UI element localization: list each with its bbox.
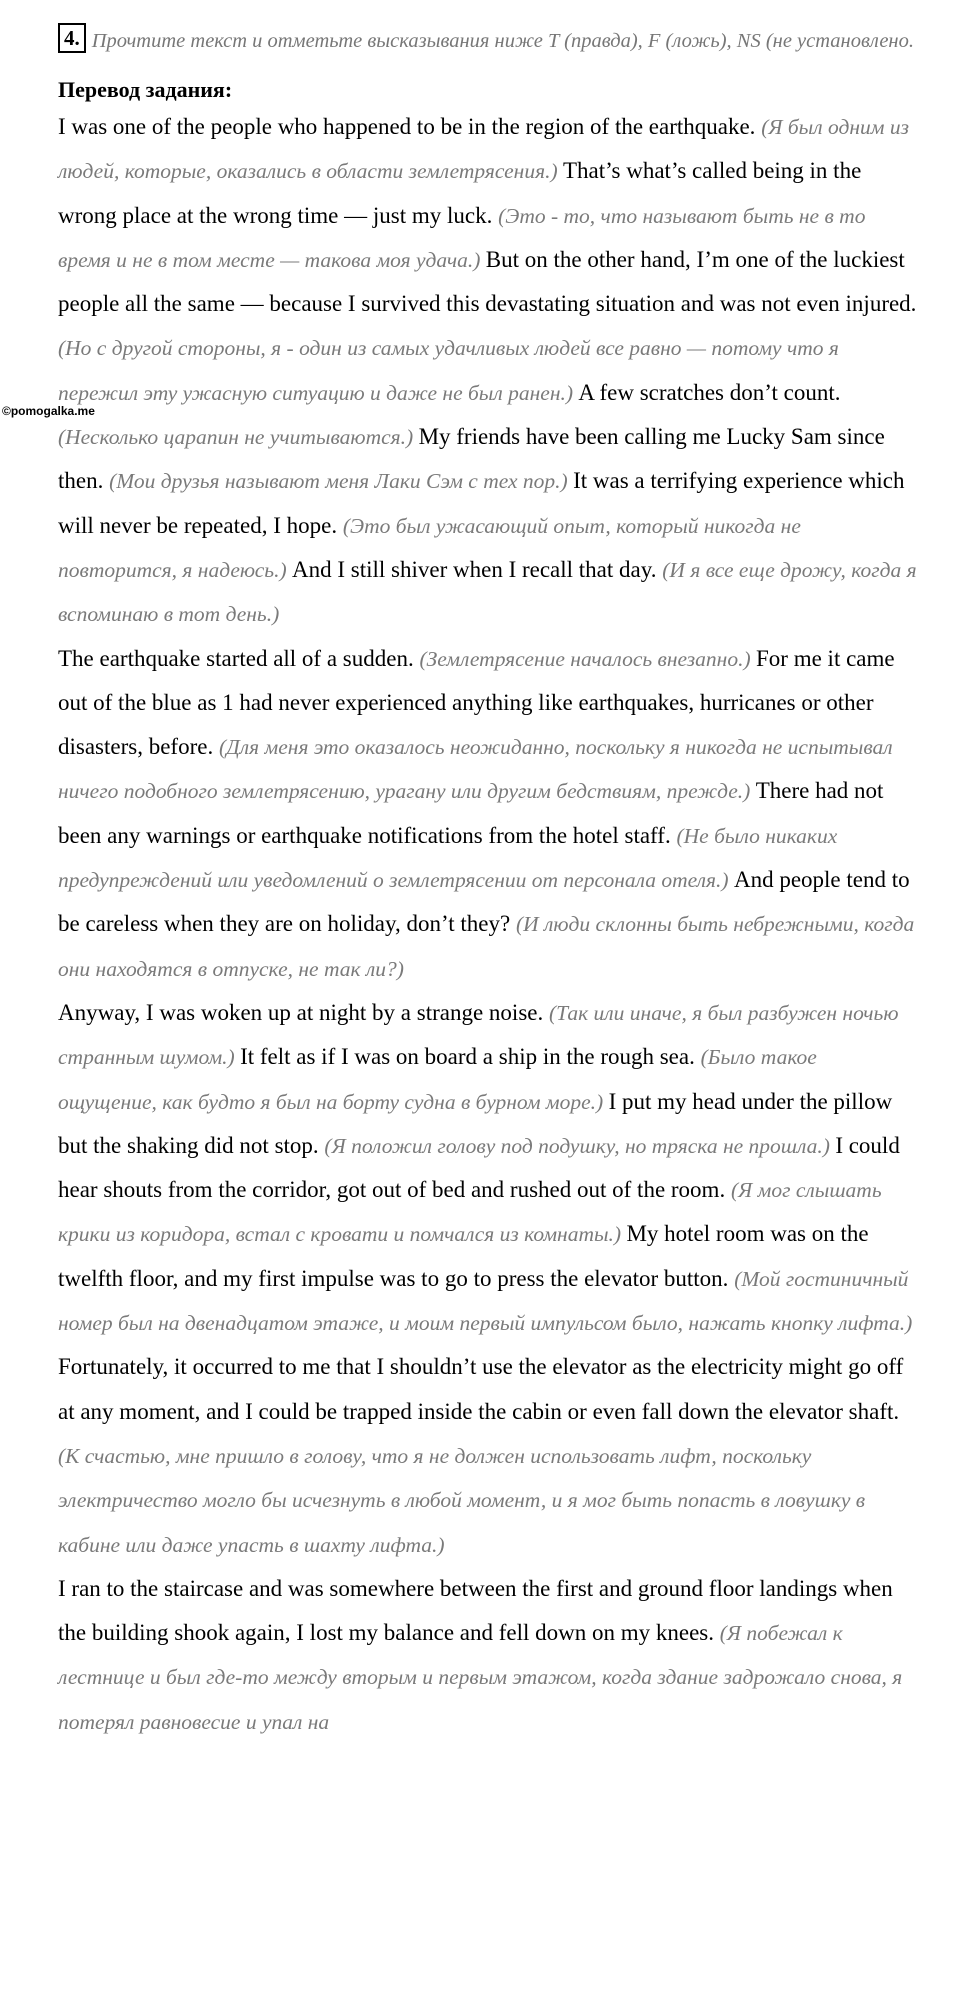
watermark-text: ©pomogalka.me xyxy=(2,404,95,418)
russian-translation: (Это был ужасающий опыт, который никогда не повторится, я надеюсь.) xyxy=(58,513,801,582)
english-sentence: Anyway, I was woken up at night by a strange noise. xyxy=(58,999,549,1025)
document-page xyxy=(58,20,918,1744)
russian-translation: (Мой гостиничный номер был на двенадцатом этаже, и моим первый импульсом было, нажать кнопку лифта.) xyxy=(58,1266,913,1336)
russian-translation: (Это - то, что называют быть не в то время и не в том месте — такова моя удача.) xyxy=(58,203,866,272)
english-sentence: There had not been any warnings or earthquake notifications from the hotel staff. xyxy=(58,778,884,848)
text-body xyxy=(58,105,918,1744)
text-paragraph xyxy=(58,1567,918,1744)
russian-translation: (И люди склонны быть небрежными, когда они находятся в отпуске, не так ли?) xyxy=(58,912,915,981)
english-sentence: And I still shiver when I recall that day. xyxy=(292,556,663,582)
english-sentence: But on the other hand, I’m one of the luckiest people all the same — because I survived this devastating situation and was not even injured. xyxy=(58,246,917,317)
english-sentence: A few scratches don’t count. xyxy=(578,379,841,405)
russian-translation: (Но с другой стороны, я - один из самых удачливых людей все равно — потому что я пережил эту ужасную ситуацию и даже не был ранен.) xyxy=(58,336,839,405)
task-number-box: 4. xyxy=(58,23,86,53)
english-sentence: Fortunately, it occurred to me that I shouldn’t use the elevator as the electricity might go off at any moment, and I could be trapped inside the cabin or even fall down the elevator shaft. xyxy=(58,1354,904,1424)
english-sentence: For me it came out of the blue as 1 had never experienced anything like earthquakes, hurricanes or other disasters, before. xyxy=(58,645,895,760)
russian-translation: (Я положил голову под подушку, но тряска не прошла.) xyxy=(324,1133,836,1158)
english-sentence: It felt as if I was on board a ship in the rough sea. xyxy=(240,1044,701,1070)
russian-translation: (К счастью, мне пришло в голову, что я не должен использовать лифт, поскольку электричество могло бы исчезнуть в любой момент, и я мог быть попасть в ловушку в кабине или даже упасть в шахту лифта.) xyxy=(58,1443,866,1557)
russian-translation: (Мои друзья называют меня Лаки Сэм с тех пор.) xyxy=(109,469,574,494)
text-paragraph xyxy=(58,991,918,1567)
text-paragraph xyxy=(58,637,918,991)
english-sentence: I could hear shouts from the corridor, got out of bed and rushed out of the room. xyxy=(58,1132,900,1203)
russian-translation: (Было такое ощущение, как будто я был на борту судна в бурном море.) xyxy=(58,1045,817,1114)
english-sentence: My friends have been calling me Lucky Sam since then. xyxy=(58,424,885,494)
english-sentence: The earthquake started all of a sudden. xyxy=(58,645,420,671)
russian-translation: (Так или иначе, я был разбужен ночью странным шумом.) xyxy=(58,1000,899,1070)
russian-translation: (Я побежал к лестнице и был где-то между вторым и первым этажом, когда здание задрожало снова, я потерял равновесие и упал на xyxy=(58,1621,903,1734)
english-sentence: That’s what’s called being in the wrong place at the wrong time — just my luck. xyxy=(58,158,862,228)
russian-translation: (Не было никаких предупреждений или уведомлений о землетрясении от персонала отеля.) xyxy=(58,823,838,893)
english-sentence: I was one of the people who happened to be in the region of the earthquake. xyxy=(58,114,762,139)
russian-translation: (Я был одним из людей, которые, оказались в области землетрясения.) xyxy=(58,115,909,184)
russian-translation: (И я все еще дрожу, когда я вспоминаю в тот день.) xyxy=(58,557,917,627)
russian-translation: (Землетрясение началось внезапно.) xyxy=(419,646,756,671)
translation-heading: Перевод задания: xyxy=(58,77,233,102)
english-sentence: It was a terrifying experience which will never be repeated, I hope. xyxy=(58,468,905,538)
russian-translation: (Я мог слышать крики из коридора, встал с кровати и помчался из комнаты.) xyxy=(58,1178,882,1247)
english-sentence: And people tend to be careless when they are on holiday, don’t they? xyxy=(58,867,910,937)
task-header xyxy=(58,20,918,63)
english-sentence: I put my head under the pillow but the shaking did not stop. xyxy=(58,1088,893,1158)
text-paragraph xyxy=(58,105,918,637)
task-instruction: Прочтите текст и отметьте высказывания ниже T (правда), F (ложь), NS (не установлено. xyxy=(91,30,914,52)
russian-translation: (Несколько царапин не учитываются.) xyxy=(58,425,419,450)
english-sentence: I ran to the staircase and was somewhere between the first and ground floor landings when the building shook again, I lost my balance and fell down on my knees. xyxy=(58,1575,893,1646)
english-sentence: My hotel room was on the twelfth floor, and my first impulse was to go to press the elevator button. xyxy=(58,1221,869,1291)
russian-translation: (Для меня это оказалось неожиданно, поскольку я никогда не испытывал ничего подобного землетрясению, урагану или другим бедствиям, прежде.) xyxy=(58,735,893,804)
